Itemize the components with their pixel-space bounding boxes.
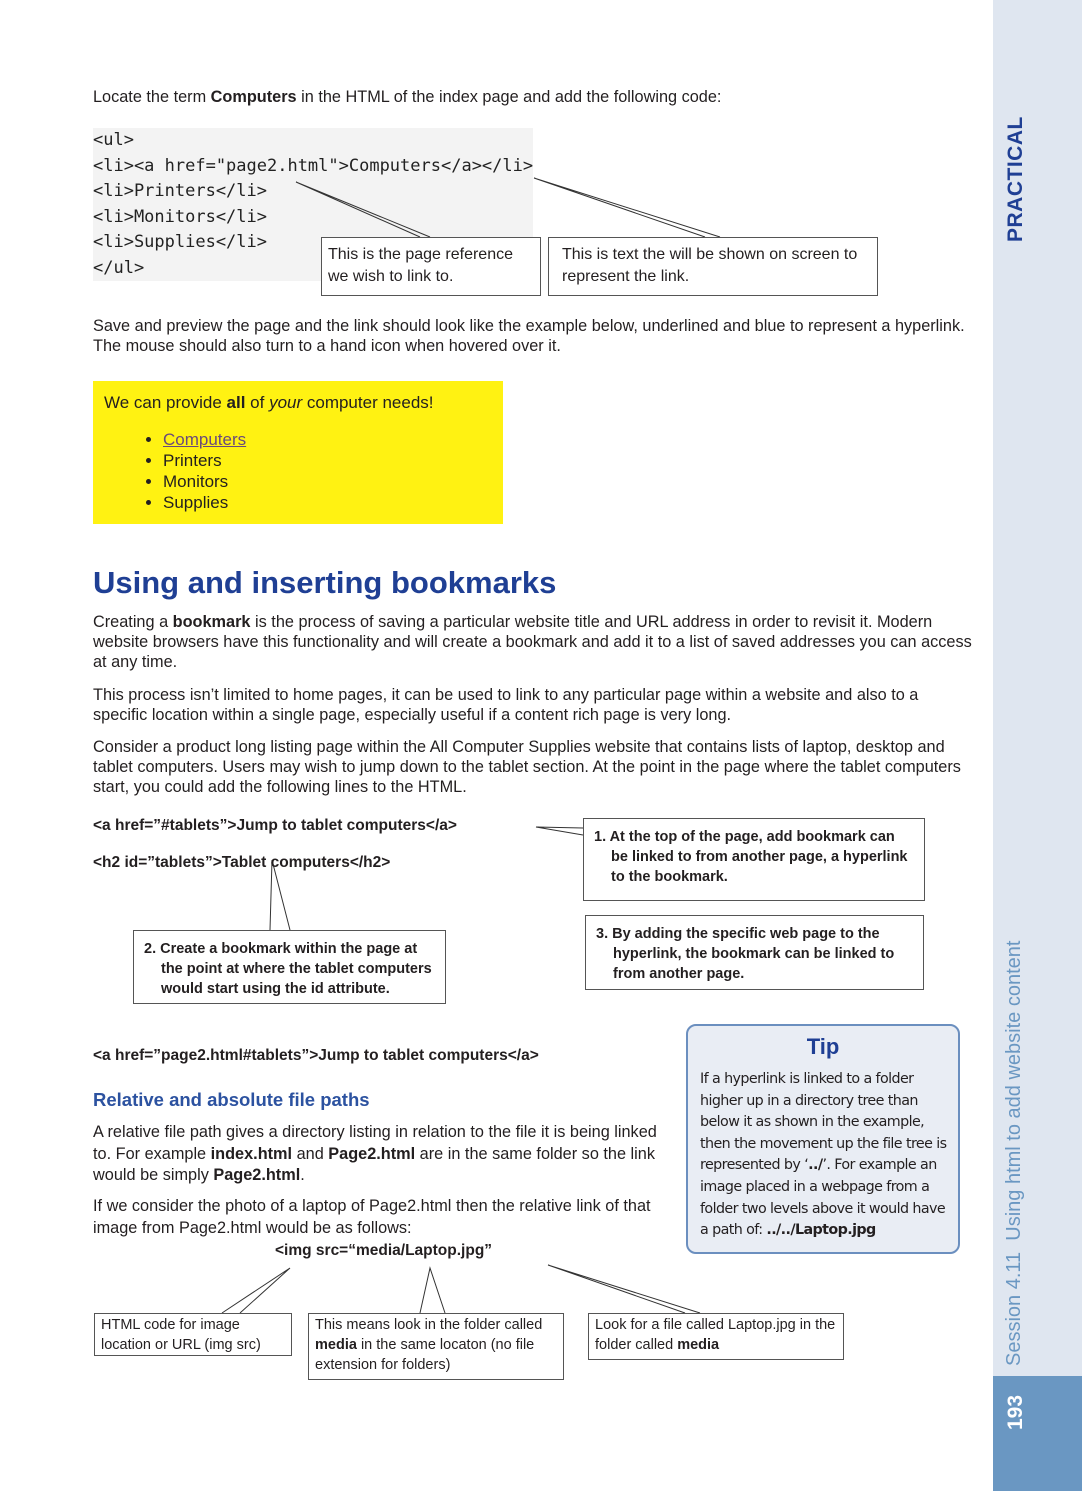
page-number: 193 [1004,1394,1027,1430]
callout-link-text: This is text the will be shown on screen to represent the link. [548,237,878,296]
code-line: <li>Supplies</li> [93,232,267,252]
list-item: • Monitors [163,471,246,492]
section-heading: Using and inserting bookmarks [93,565,557,600]
paragraph: Consider a product long listing page within the All Computer Supplies website that contains lists of laptop, desktop and tablet computers. Users may wish to jump down to the tablet section. At the point in the page where the tablet computers start, you could add the following lines to the HTML. [93,738,961,796]
code-line: <li>Monitors</li> [93,206,267,227]
paragraph: Creating a bookmark is the process of saving a particular website title and URL address in order to revisit it. Modern website browsers have this functionality and will create a bookmark and add it to a list of saved addresses you can access at any time. [93,613,972,671]
callout-laptop-file: Look for a file called Laptop.jpg in the folder called media [588,1313,844,1360]
page-number-block [993,1376,1082,1491]
tip-title: Tip [806,1034,840,1059]
code-line: <li><a href="page2.html">Computers</a></li> [93,155,534,176]
paragraph: If we consider the photo of a laptop of Page2.html then the relative link of that image from Page2.html would be as follows: [93,1197,651,1237]
paragraph: A relative file path gives a directory listing in relation to the file it is being linked to. For example index.html and Page2.html are in the same folder so the link would be simply Page2.html. [93,1123,657,1184]
list-item: • Supplies [163,492,246,513]
preview-text: We can provide all of your computer needs! [104,393,434,412]
list-item: • Printers [163,450,246,471]
code-line: </ul> [93,257,145,278]
callout-page-reference: This is the page reference we wish to link to. [321,237,541,296]
intro-text: Locate the term Computers in the HTML of the index page and add the following code: [93,88,722,106]
session-label: Session 4.11 Using html to add website content [1003,940,1025,1366]
code-line: <li>Printers</li> [93,181,267,201]
step-1-callout: 1. At the top of the page, add bookmark can be linked to from another page, a hyperlink to the bookmark. [583,818,925,901]
step-3-callout: 3. By adding the specific web page to the hyperlink, the bookmark can be linked to from another page. [585,915,924,990]
tip-box [686,1024,960,1254]
code-h2-id: <h2 id=”tablets”>Tablet computers</h2> [93,854,391,871]
tip-text: If a hyperlink is linked to a folder higher up in a directory tree than below it as shown in the example, then the movement up the file tree is represented by ‘../’. For example an image placed in a webpage from a folder two levels above it would have a path of: ../../Laptop.jpg [700,1071,947,1239]
computers-link[interactable]: Computers [163,430,247,449]
preview-example [93,381,503,524]
paragraph: This process isn’t limited to home pages, it can be used to link to any particular page within a website and also to a specific location within a single page, especially useful if a content rich page is very long. [93,686,919,724]
callout-media-folder: This means look in the folder called media in the same locaton (no file extension for folders) [308,1313,564,1380]
callout-img-src: HTML code for image location or URL (img src) [94,1313,292,1356]
code-anchor-link: <a href=”#tablets”>Jump to tablet computers</a> [93,817,457,834]
section-label: PRACTICAL [1004,116,1027,242]
code-page-link: <a href=”page2.html#tablets”>Jump to tablet computers</a> [93,1047,539,1064]
code-line: <ul> [93,130,134,150]
img-code: <img src=“media/Laptop.jpg” [275,1242,493,1259]
save-paragraph: Save and preview the page and the link should look like the example below, underlined and blue to represent a hyperlink. The mouse should also turn to a hand icon when hovered over it. [93,317,965,355]
subheading: Relative and absolute file paths [93,1089,370,1110]
step-2-callout: 2. Create a bookmark within the page at the point at where the tablet computers would start using the id attribute. [133,930,446,1004]
